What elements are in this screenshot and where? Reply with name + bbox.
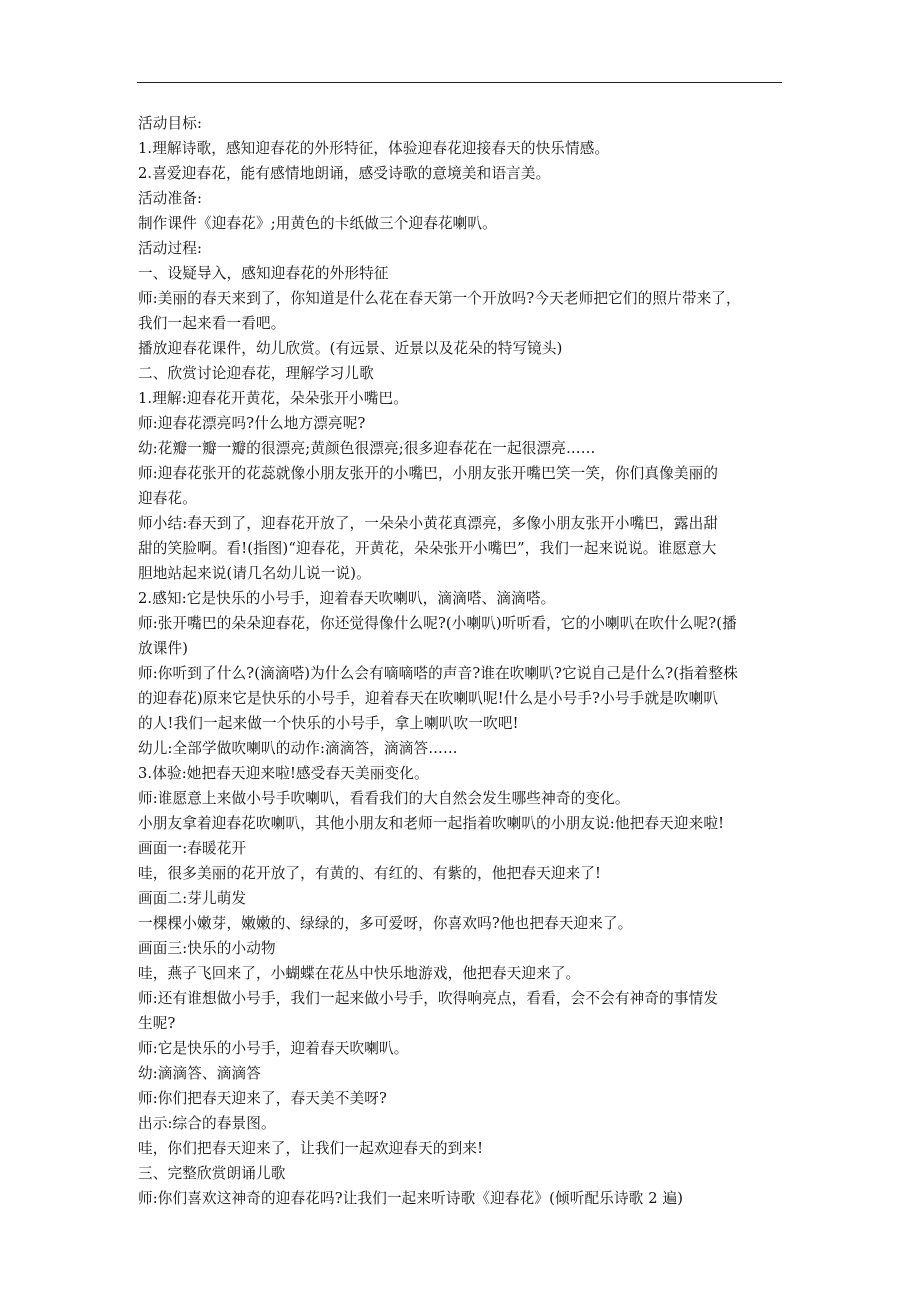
text-line: 播放迎春花课件，幼儿欣赏。(有远景、近景以及花朵的特写镜头) [138,340,563,357]
text-line: 的迎春花)原来它是快乐的小号手，迎着春天在吹喇叭呢!什么是小号手?小号手就是吹喇叭 [138,690,719,707]
text-line: 生呢? [138,1015,176,1032]
text-line: 师:迎春花张开的花蕊就像小朋友张开的小嘴巴，小朋友张开嘴巴笑一笑，你们真像美丽的 [138,465,719,482]
text-line: 师:你听到了什么?(滴滴嗒)为什么会有嘀嘀嗒的声音?谁在吹喇叭?它说自己是什么?(指着整株 [138,665,739,682]
text-line: 师:你们喜欢这神奇的迎春花吗?让我们一起来听诗歌《迎春花》(倾听配乐诗歌 2 遍) [138,1190,684,1207]
text-line: 师:美丽的春天来到了，你知道是什么花在春天第一个开放吗?今天老师把它们的照片带来了， [138,290,741,307]
text-line: 2.感知:它是快乐的小号手，迎着春天吹喇叭，滴滴嗒、滴滴嗒。 [138,590,556,607]
text-line: 的人!我们一起来做一个快乐的小号手，拿上喇叭吹一吹吧! [138,715,519,732]
text-line: 胆地站起来说(请几名幼儿说一说)。 [138,565,371,582]
text-line: 师:谁愿意上来做小号手吹喇叭，看看我们的大自然会发生哪些神奇的变化。 [138,790,630,807]
text-line: 师小结:春天到了，迎春花开放了，一朵朵小黄花真漂亮，多像小朋友张开小嘴巴，露出甜 [138,515,719,532]
text-line: 幼:花瓣一瓣一瓣的很漂亮;黄颜色很漂亮;很多迎春花在一起很漂亮…… [138,440,596,457]
text-line: 三、完整欣赏朗诵儿歌 [138,1165,286,1182]
text-line: 一棵棵小嫩芽，嫩嫩的、绿绿的，多可爱呀，你喜欢吗?他也把春天迎来了。 [138,915,633,932]
text-line: 二、欣赏讨论迎春花，理解学习儿歌 [138,365,374,382]
text-line: 一、设疑导入，感知迎春花的外形特征 [138,265,389,282]
text-line: 活动准备: [138,190,203,207]
text-line: 幼:滴滴答、滴滴答 [138,1065,262,1082]
text-line: 活动目标: [138,115,203,132]
text-line: 活动过程: [138,240,203,257]
text-line: 我们一起来看一看吧。 [138,315,286,332]
text-line: 哇，燕子飞回来了，小蝴蝶在花丛中快乐地游戏，他把春天迎来了。 [138,965,581,982]
text-line: 小朋友拿着迎春花吹喇叭，其他小朋友和老师一起指着吹喇叭的小朋友说:他把春天迎来啦! [138,815,725,832]
text-line: 3.体验:她把春天迎来啦!感受春天美丽变化。 [138,765,429,782]
text-line: 幼儿:全部学做吹喇叭的动作:滴滴答，滴滴答…… [138,740,458,757]
text-line: 1.理解诗歌，感知迎春花的外形特征，体验迎春花迎接春天的快乐情感。 [138,140,610,157]
text-line: 迎春花。 [138,490,197,507]
text-line: 2.喜爱迎春花，能有感情地朗诵，感受诗歌的意境美和语言美。 [138,165,551,182]
text-line: 放课件) [138,640,189,657]
text-line: 师:迎春花漂亮吗?什么地方漂亮呢? [138,415,366,432]
header-rule [137,82,782,83]
text-line: 出示:综合的春景图。 [138,1115,276,1132]
text-line: 制作课件《迎春花》;用黄色的卡纸做三个迎春花喇叭。 [138,215,497,232]
text-line: 甜的笑脸啊。看!(指图)“迎春花，开黄花，朵朵张开小嘴巴”，我们一起来说说。谁愿意大 [138,540,717,557]
text-line: 哇，你们把春天迎来了，让我们一起欢迎春天的到来! [138,1140,484,1157]
text-line: 画面一:春暖花开 [138,840,247,857]
text-line: 1.理解:迎春花开黄花，朵朵张开小嘴巴。 [138,390,408,407]
document-body [138,111,786,1211]
text-line: 师:它是快乐的小号手，迎着春天吹喇叭。 [138,1040,409,1057]
text-line: 哇，很多美丽的花开放了，有黄的、有红的、有紫的，他把春天迎来了! [138,865,602,882]
text-line: 师:还有谁想做小号手，我们一起来做小号手，吹得响亮点，看看，会不会有神奇的事情发 [138,990,719,1007]
text-line: 师:你们把春天迎来了，春天美不美呀? [138,1090,387,1107]
text-line: 画面三:快乐的小动物 [138,940,276,957]
text-line: 画面二:芽儿萌发 [138,890,247,907]
text-line: 师:张开嘴巴的朵朵迎春花，你还觉得像什么呢?(小喇叭)听听看，它的小喇叭在吹什么呢?(播 [138,615,737,632]
